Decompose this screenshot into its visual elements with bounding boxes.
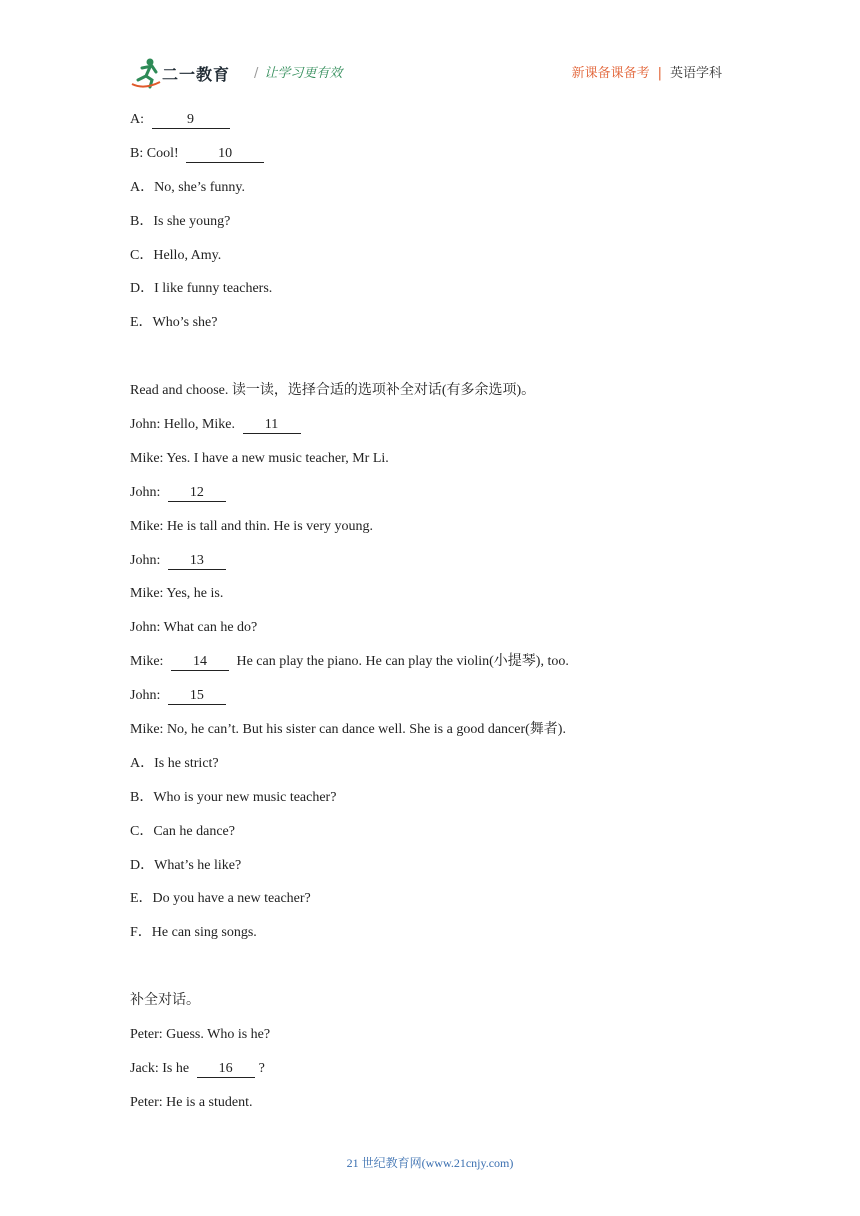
text-line: Mike: Yes. I have a new music teacher, Mr Li. — [130, 450, 389, 466]
line-prefix: Jack: Is he — [130, 1060, 193, 1076]
line-prefix: John: — [130, 484, 164, 500]
text-line — [130, 686, 750, 706]
line-prefix: John: — [130, 552, 164, 568]
text-line: Read and choose. 读一读，选择合适的选项补全对话(有多余选项)。 — [130, 383, 536, 399]
slogan-text: 让学习更有效 — [264, 66, 343, 81]
section-gap — [130, 347, 750, 381]
answer-blank: 12 — [168, 485, 226, 502]
text-line: Mike: No, he can’t. But his sister can dance well. She is a good dancer(舞者). — [130, 722, 566, 738]
text-line: B．Is she young? — [130, 213, 231, 229]
answer-blank: 14 — [171, 654, 229, 671]
text-line: Mike: Yes, he is. — [130, 586, 224, 602]
text-line: John: What can he do? — [130, 620, 258, 636]
text-line — [130, 110, 750, 130]
page-footer: 21 世纪教育网(www.21cnjy.com) — [346, 1156, 514, 1170]
text-line — [130, 483, 750, 503]
runner-logo-icon — [130, 56, 164, 90]
text-line: E．Do you have a new teacher? — [130, 891, 311, 907]
line-prefix: Mike: — [130, 654, 167, 670]
header-subject — [572, 62, 722, 81]
line-prefix: John: Hello, Mike. — [130, 417, 239, 433]
text-line: 补全对话。 — [130, 993, 200, 1009]
text-line: C．Hello, Amy. — [130, 247, 222, 263]
line-prefix: A: — [130, 112, 148, 127]
text-line: Peter: Guess. Who is he? — [130, 1027, 271, 1043]
text-line: A．No, she’s funny. — [130, 179, 245, 195]
text-line: D．What’s he like? — [130, 857, 242, 873]
text-line — [130, 551, 750, 571]
answer-blank: 10 — [186, 146, 264, 163]
text-line: C．Can he dance? — [130, 823, 235, 839]
answer-blank: 16 — [197, 1061, 255, 1078]
line-prefix: B: Cool! — [130, 145, 183, 161]
line-prefix: John: — [130, 688, 164, 704]
text-line — [130, 1059, 750, 1079]
answer-blank: 11 — [243, 417, 301, 434]
text-line: Peter: He is a student. — [130, 1094, 253, 1110]
answer-blank: 9 — [152, 112, 230, 129]
header-subject-label: 英语学科 — [669, 66, 722, 81]
text-line: A．Is he strict? — [130, 755, 219, 771]
document-body — [130, 110, 750, 1127]
answer-blank: 15 — [168, 688, 226, 705]
text-line — [130, 415, 750, 435]
text-line: E．Who’s she? — [130, 315, 218, 331]
text-line: F．He can sing songs. — [130, 925, 257, 941]
text-line — [130, 144, 750, 164]
text-line — [130, 652, 750, 672]
line-suffix: ? — [258, 1060, 265, 1076]
text-line: D．I like funny teachers. — [130, 281, 273, 297]
answer-blank: 13 — [168, 553, 226, 570]
page-header — [130, 56, 730, 90]
text-line: Mike: He is tall and thin. He is very young. — [130, 518, 374, 534]
logo-text: 二一教育 — [162, 65, 231, 84]
line-suffix: He can play the piano. He can play the violin(小提琴), too. — [232, 654, 569, 670]
header-exam-label: 新课备课备考 — [571, 66, 650, 81]
section-gap — [130, 957, 750, 991]
logo — [130, 56, 240, 90]
header-separator: | — [657, 66, 662, 81]
text-line: B．Who is your new music teacher? — [130, 789, 337, 805]
slogan: / 让学习更有效 — [254, 66, 343, 81]
